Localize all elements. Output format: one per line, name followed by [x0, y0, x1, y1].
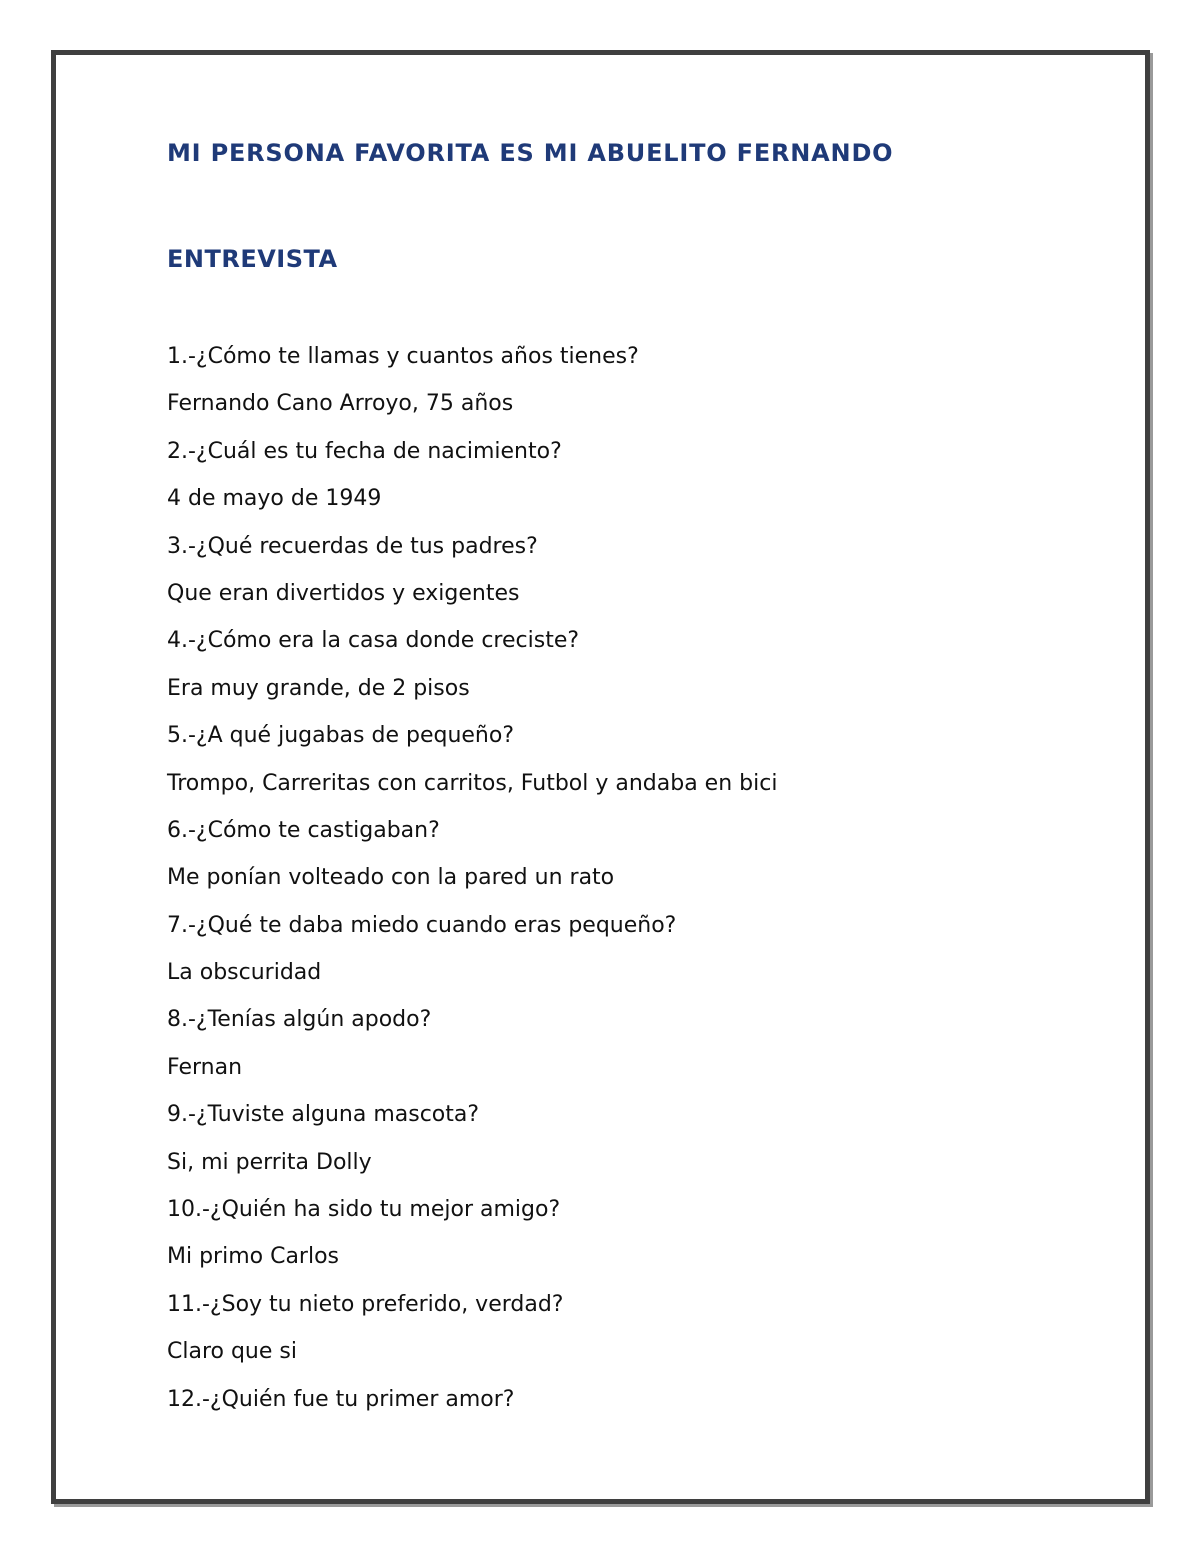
answer-10: Mi primo Carlos	[167, 1244, 340, 1270]
question-2: 2.-¿Cuál es tu fecha de nacimiento?	[167, 438, 562, 464]
question-3: 3.-¿Qué recuerdas de tus padres?	[167, 533, 538, 559]
question-10: 10.-¿Quién ha sido tu mejor amigo?	[167, 1197, 561, 1223]
question-11: 11.-¿Soy tu nieto preferido, verdad?	[167, 1291, 564, 1317]
answer-4: Era muy grande, de 2 pisos	[167, 675, 470, 701]
question-8: 8.-¿Tenías algún apodo?	[167, 1007, 432, 1033]
question-6: 6.-¿Cómo te castigaban?	[167, 817, 440, 843]
interview-list	[167, 343, 777, 1433]
document-title: MI PERSONA FAVORITA ES MI ABUELITO FERNANDO	[167, 139, 894, 167]
question-9: 9.-¿Tuviste alguna mascota?	[167, 1102, 480, 1128]
answer-5: Trompo, Carreritas con carritos, Futbol y andaba en bici	[167, 770, 778, 796]
answer-8: Fernan	[167, 1054, 243, 1080]
answer-11: Claro que si	[167, 1339, 297, 1365]
question-5: 5.-¿A qué jugabas de pequeño?	[167, 723, 515, 749]
question-4: 4.-¿Cómo era la casa donde creciste?	[167, 628, 580, 654]
answer-2: 4 de mayo de 1949	[167, 486, 382, 512]
answer-9: Si, mi perrita Dolly	[167, 1149, 372, 1175]
answer-6: Me ponían volteado con la pared un rato	[167, 865, 615, 891]
question-1: 1.-¿Cómo te llamas y cuantos años tienes?	[167, 344, 639, 369]
question-12: 12.-¿Quién fue tu primer amor?	[167, 1386, 515, 1412]
section-heading: ENTREVISTA	[167, 245, 338, 273]
question-7: 7.-¿Qué te daba miedo cuando eras pequeño?	[167, 912, 677, 938]
answer-7: La obscuridad	[167, 960, 322, 986]
answer-1: Fernando Cano Arroyo, 75 años	[167, 391, 514, 417]
answer-3: Que eran divertidos y exigentes	[167, 580, 520, 606]
